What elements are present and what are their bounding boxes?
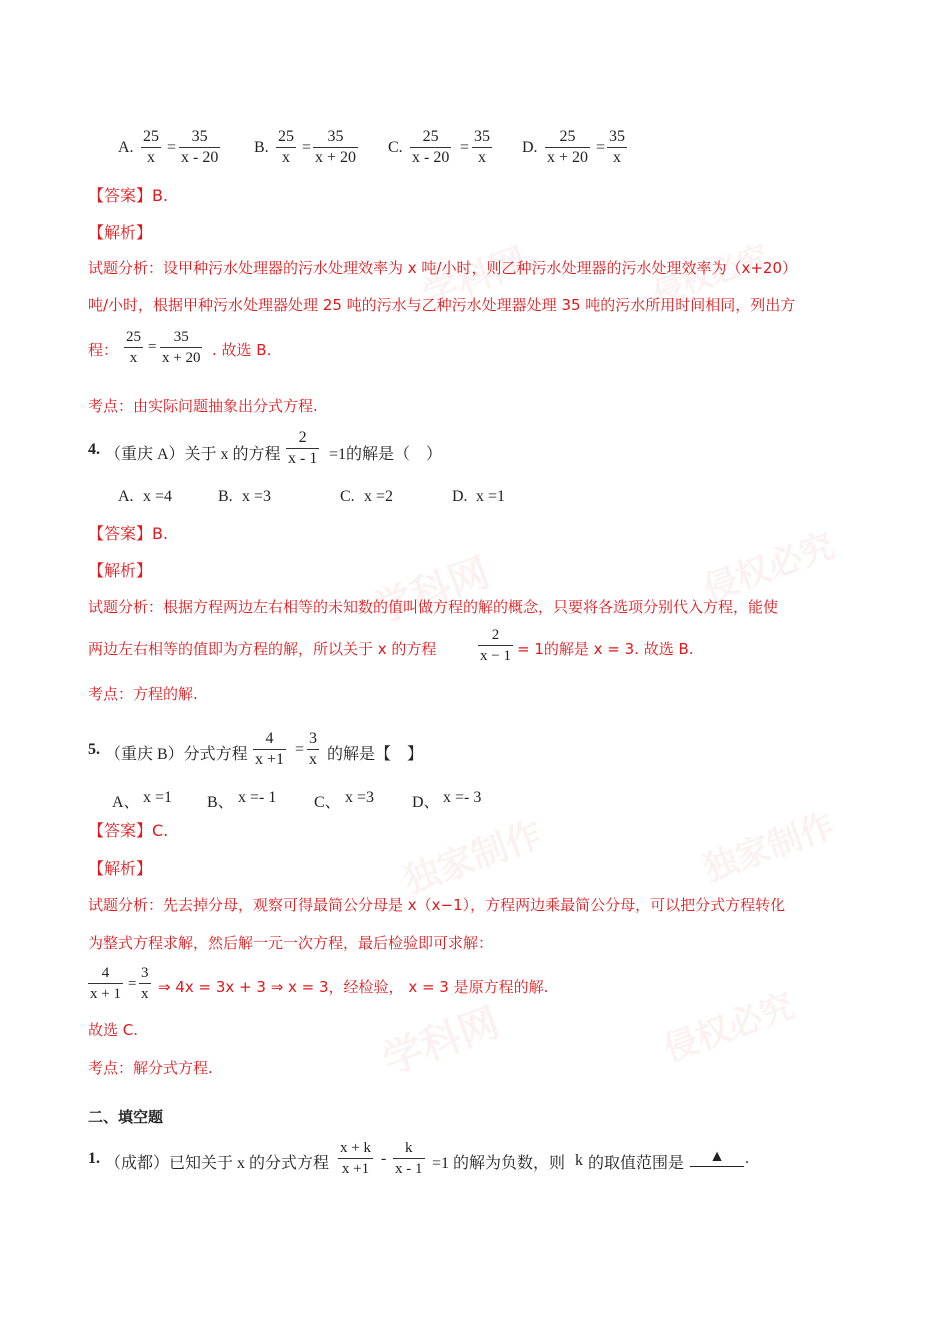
watermark-text: 侵权必究	[648, 238, 774, 313]
watermark-text: 独家制作	[398, 814, 548, 903]
analysis-text: 两边左右相等的值即为方程的解，所以关于 x 的方程	[88, 640, 437, 658]
option-label: B.	[254, 139, 269, 156]
option-text: x =- 1	[238, 789, 277, 806]
question-stem: 的解是【 】	[327, 746, 424, 763]
analysis-title: 【解析】	[88, 859, 153, 878]
fraction: 25 x + 20	[547, 128, 589, 166]
minus-sign: -	[381, 1150, 387, 1167]
watermark-text: 侵权必究	[698, 525, 840, 610]
question-stem: （重庆 A）关于 x 的方程	[105, 446, 281, 463]
fraction: 25 x - 20	[412, 128, 450, 166]
analysis-text: 试题分析：设甲种污水处理器的污水处理效率为 x 吨/小时，则乙种污水处理器的污水处理效率为（x+20）	[88, 259, 798, 277]
answer-label: 【答案】C.	[88, 821, 169, 840]
conclusion-text: 故选 C.	[88, 1021, 139, 1039]
analysis-title: 【解析】	[88, 223, 153, 242]
fraction: 25 x	[143, 128, 159, 166]
watermark-text: 独家制作	[698, 805, 840, 890]
fraction: 35 x	[609, 128, 625, 166]
fraction: k x - 1	[395, 1140, 423, 1177]
fraction: 35 x + 20	[162, 329, 201, 366]
fraction: 2 x - 1	[288, 429, 318, 467]
option-text: x =3	[345, 789, 375, 806]
watermark-text: 学科网	[376, 999, 506, 1084]
equals-sign: =	[167, 139, 177, 156]
question-stem: =1 的解为负数，则	[432, 1155, 566, 1172]
knowledge-point: 考点：由实际问题抽象出分式方程.	[88, 397, 318, 415]
fraction: 35 x	[474, 128, 490, 166]
question-stem: 的取值范围是	[588, 1155, 685, 1172]
fraction: 4 x +1	[255, 730, 285, 768]
option-label: B、	[207, 794, 234, 811]
period: .	[745, 1150, 749, 1167]
option-text: x =1	[143, 789, 173, 806]
fraction: 2 x − 1	[480, 627, 511, 664]
analysis-text: 试题分析：根据方程两边左右相等的未知数的值叫做方程的解的概念，只要将各选项分别代入方程，能使	[88, 598, 779, 616]
equals-sign: =	[148, 339, 157, 355]
option-text: x =1	[476, 488, 506, 505]
analysis-text: 试题分析：先去掉分母，观察可得最简公分母是 x（x−1），方程两边乘最简公分母，可以把分式方程转化	[88, 896, 786, 914]
fraction: 25 x	[278, 128, 294, 166]
equals-sign: =	[460, 139, 470, 156]
question-stem: （重庆 B）分式方程	[105, 746, 248, 763]
fraction: x + k x +1	[340, 1140, 371, 1177]
equals-sign: =	[302, 139, 312, 156]
question-number: 1.	[88, 1150, 100, 1167]
fraction: 3 x	[309, 730, 317, 768]
analysis-text: 为整式方程求解，然后解一元一次方程，最后检验即可求解：	[88, 934, 494, 952]
equals-sign: =	[596, 139, 606, 156]
watermark-text: 学科网	[417, 240, 533, 317]
option-label: A.	[118, 139, 134, 156]
analysis-text: = 1的解是 x = 3. 故选 B.	[517, 640, 694, 658]
equals-sign: =	[128, 976, 137, 992]
equals-sign: =	[295, 741, 305, 758]
variable-k: k	[575, 1152, 583, 1169]
fraction: 35 x - 20	[181, 128, 219, 166]
section-title: 二、填空题	[88, 1108, 164, 1126]
question-stem: =1的解是（ ）	[329, 446, 443, 463]
answer-blank	[690, 1148, 744, 1167]
analysis-title: 【解析】	[88, 561, 153, 580]
option-label: C、	[314, 794, 341, 811]
analysis-text: 吨/小时，根据甲种污水处理器处理 25 吨的污水与乙种污水处理器处理 35 吨的污水所用时间相同，列出方	[88, 296, 796, 314]
option-text: x =2	[364, 488, 394, 505]
option-label: A、	[112, 794, 140, 811]
option-label: C.	[388, 139, 403, 156]
fraction: 3 x	[141, 965, 149, 1002]
question-number: 4.	[88, 441, 100, 458]
question-stem: （成都）已知关于 x 的分式方程	[105, 1155, 330, 1172]
fraction: 4 x + 1	[90, 965, 121, 1002]
watermark-text: 侵权必究	[658, 985, 800, 1070]
analysis-text: 程：	[88, 341, 119, 359]
solution-text: ⇒ 4x = 3x + 3 ⇒ x = 3，经检验， x = 3 是原方程的解.	[158, 978, 549, 996]
option-text: x =3	[242, 488, 272, 505]
option-label: D.	[522, 139, 538, 156]
option-label: A.	[118, 488, 134, 505]
answer-label: 【答案】B.	[88, 186, 169, 205]
question-number: 5.	[88, 741, 100, 758]
option-text: x =4	[143, 488, 173, 505]
watermark-text: 学科网	[366, 549, 496, 634]
option-label: B.	[218, 488, 233, 505]
option-label: D.	[452, 488, 468, 505]
fraction: 25 x	[126, 329, 141, 366]
option-label: D、	[412, 794, 440, 811]
answer-label: 【答案】B.	[88, 524, 169, 543]
knowledge-point: 考点：方程的解.	[88, 685, 198, 703]
knowledge-point: 考点：解分式方程.	[88, 1059, 213, 1077]
fraction: 35 x + 20	[315, 128, 357, 166]
option-text: x =- 3	[443, 789, 482, 806]
option-label: C.	[340, 488, 355, 505]
analysis-text: . 故选 B.	[212, 341, 272, 359]
blank-marker: ▲	[690, 1148, 744, 1167]
